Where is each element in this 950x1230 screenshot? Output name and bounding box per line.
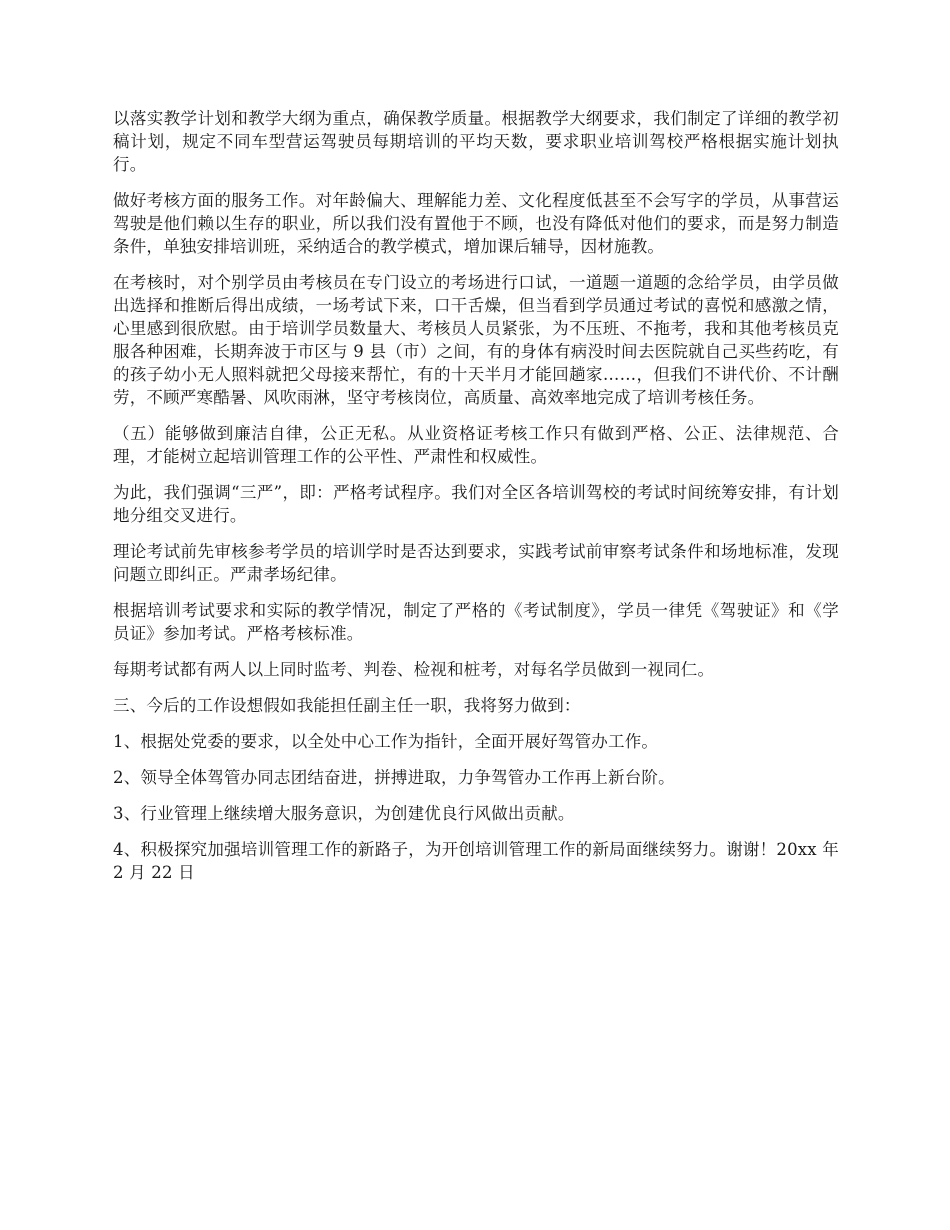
paragraph-future-plan-heading: 三、今后的工作设想假如我能担任副主任一职，我将努力做到： [113,696,581,715]
paragraph-invigilation: 每期考试都有两人以上同时监考、判卷、检视和桩考，对每名学员做到一视同仁。 [113,660,715,679]
paragraph-teaching-plan: 以落实教学计划和教学大纲为重点，确保教学质量。根据教学大纲要求，我们制定了详细的教学初稿计划，规定不同车型营运驾驶员每期培训的平均天数，要求职业培训驾校严格根据实施计划执行。 [113,109,839,174]
list-item-3: 3、行业管理上继续增大服务意识，为创建优良行风做出贡献。 [113,804,575,823]
paragraph-oral-exam: 在考核时，对个别学员由考核员在专门设立的考场进行口试，一道题一道题的念给学员，由学员做出选择和推断后得出成绩，一场考试下来，口干舌燥，但当看到学员通过考试的喜悦和感激之情，心里感到很欣慰。由于培训学员数量大、考核员人员紧张，为不压班、不拖考，我和其他考核员克服各种困难，长期奔波于市区与 9 县（市）之间，有的身体有病没时间去医院就自己买些药吃，有的孩子幼小无人照料就把父母接来帮忙，有的十天半月才能回趟家……，但我们不讲代价、不计酬劳，不顾严寒酷暑、风吹雨淋，坚守考核岗位，高质量、高效率地完成了培训考核任务。 [113,273,839,407]
paragraph-exam-rules: 根据培训考试要求和实际的教学情况，制定了严格的《考试制度》，学员一律凭《驾驶证》和《学员证》参加考试。严格考核标准。 [113,601,839,643]
document-body [113,107,839,897]
paragraph-exam-service: 做好考核方面的服务工作。对年龄偏大、理解能力差、文化程度低甚至不会写字的学员，从事营运驾驶是他们赖以生存的职业，所以我们没有置他于不顾，也没有降低对他们的要求，而是努力制造条件，单独安排培训班，采纳适合的教学模式，增加课后辅导，因材施教。 [113,191,839,256]
paragraph-integrity: （五）能够做到廉洁自律，公正无私。从业资格证考核工作只有做到严格、公正、法律规范、合理，才能树立起培训管理工作的公平性、严肃性和权威性。 [113,424,839,466]
list-item-2: 2、领导全体驾管办同志团结奋进，拼搏进取，力争驾管办工作再上新台阶。 [113,768,675,787]
list-item-1: 1、根据处党委的要求，以全处中心工作为指针，全面开展好驾管办工作。 [113,732,659,751]
list-item-4-closing: 4、积极探究加强培训管理工作的新路子，为开创培训管理工作的新局面继续努力。谢谢！20xx 年 2 月 22 日 [113,840,839,882]
paragraph-three-strict: 为此，我们强调“三严”，即：严格考试程序。我们对全区各培训驾校的考试时间统筹安排，有计划地分组交叉进行。 [113,483,839,525]
paragraph-theory-exam: 理论考试前先审核参考学员的培训学时是否达到要求，实践考试前审察考试条件和场地标准，发现问题立即纠正。严肃孝场纪律。 [113,542,839,584]
